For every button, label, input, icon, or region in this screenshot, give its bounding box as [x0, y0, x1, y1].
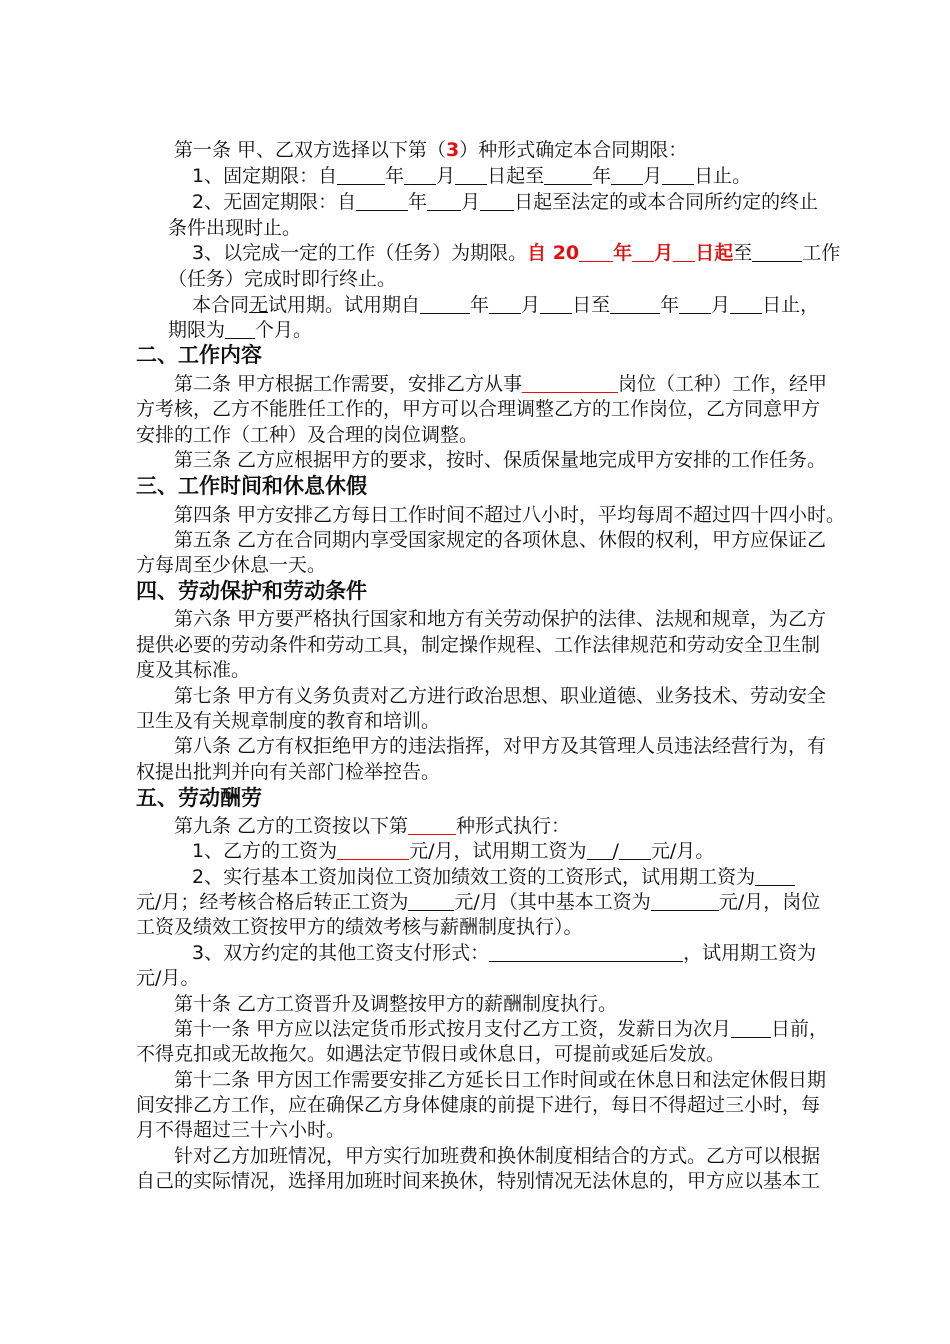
probation-value: 无: [249, 294, 269, 316]
paragraph-line: 针对乙方加班情况，甲方实行加班费和换休制度相结合的方式。乙方可以根据: [174, 1145, 821, 1167]
wage-option-3-line: [192, 941, 950, 965]
paragraph-line: 第三条 乙方应根据甲方的要求，按时、保质保量地完成甲方安排的工作任务。: [174, 449, 827, 471]
text: 期限为: [168, 319, 226, 341]
highlight-text: 日起: [695, 242, 734, 264]
blank-field: [651, 891, 719, 911]
article-11-line: [174, 1017, 950, 1041]
paragraph-line: 卫生及有关规章制度的教育和培训。: [136, 710, 441, 732]
text: 月: [711, 294, 731, 316]
blank-field: [610, 294, 660, 314]
blank-field: [619, 840, 651, 860]
blank-field: [489, 942, 683, 962]
probation-line: [192, 293, 950, 317]
text: 年: [408, 191, 428, 213]
text: 日起至: [487, 165, 545, 187]
text: ）种形式确定本合同期限：: [459, 139, 688, 161]
text: 第九条 乙方的工资按以下第: [174, 815, 409, 837]
text: 日止。: [694, 165, 752, 187]
paragraph-line: 度及其标准。: [136, 659, 251, 681]
text: 至: [733, 242, 753, 264]
paragraph-line: （任务）完成时即行终止。: [168, 268, 397, 290]
blank-field: [337, 165, 385, 185]
selected-option: 3: [446, 139, 460, 161]
section-heading: 四、劳动保护和劳动条件: [136, 579, 367, 603]
text: /: [612, 840, 619, 862]
probation-length-line: [168, 318, 950, 342]
blank-field: [420, 294, 470, 314]
text: ，试用期工资为: [683, 942, 817, 964]
paragraph-line: 第十二条 甲方因工作需要安排乙方延长日工作时间或在休息日和法定休假日期: [174, 1069, 827, 1091]
paragraph-line: 方每周至少休息一天。: [136, 554, 327, 576]
text: 日至: [572, 294, 611, 316]
highlight-text: 自 20: [527, 242, 580, 264]
blank-field: [752, 242, 802, 262]
text: 年: [470, 294, 490, 316]
paragraph-line: 提供必要的劳动条件和劳动工具，制定操作规程、工作法律规范和劳动安全卫生制: [136, 634, 821, 656]
blank-field: [408, 891, 454, 911]
text: 第二条 甲方根据工作需要，安排乙方从事: [174, 373, 523, 395]
section-heading: 二、工作内容: [136, 343, 262, 367]
paragraph-line: 第十条 乙方工资晋升及调整按甲方的薪酬制度执行。: [174, 993, 618, 1015]
blank-field: [480, 191, 514, 211]
paragraph-line: 安排的工作（工种）及合理的岗位调整。: [136, 424, 479, 446]
text: 1、乙方的工资为: [192, 840, 338, 862]
blank-field: [679, 294, 711, 314]
highlight-text: 年: [613, 242, 633, 264]
section-heading: 五、劳动酬劳: [136, 786, 262, 810]
paragraph-line: 自己的实际情况，选择用加班时间来换休，特别情况无法休息的，甲方应以基本工: [136, 1170, 821, 1192]
wage-option-2-cont-line: [136, 890, 950, 914]
paragraph-line: 月不得超过三十六小时。: [136, 1119, 346, 1141]
wage-option-2-line: [192, 865, 950, 889]
text: 第十一条 甲方应以法定货币形式按月支付乙方工资，发薪日为次月: [174, 1018, 732, 1040]
fixed-term-line: [192, 164, 950, 188]
text: 种形式执行：: [456, 815, 571, 837]
text: 元/月（其中基本工资为: [454, 891, 651, 913]
section-heading: 三、工作时间和休息休假: [136, 474, 367, 498]
paragraph-line: 第七条 甲方有义务负责对乙方进行政治思想、职业道德、业务技术、劳动安全: [174, 685, 827, 707]
text: 月: [521, 294, 541, 316]
blank-field: [587, 840, 613, 860]
article-9-line: [174, 814, 950, 838]
blank-field: [611, 165, 643, 185]
blank-field: [673, 242, 695, 262]
text: 试用期。试用期自: [268, 294, 421, 316]
text: 年: [592, 165, 612, 187]
text: 1、固定期限：自: [192, 165, 338, 187]
text: 元/月；经考核合格后转正工资为: [136, 891, 409, 913]
article-1-line: [174, 138, 950, 162]
text: 年: [660, 294, 680, 316]
text: 月: [436, 165, 456, 187]
blank-field: [632, 242, 654, 262]
text: 本合同: [192, 294, 250, 316]
blank-field: [579, 242, 613, 262]
blank-field: [489, 294, 521, 314]
paragraph-line: 间安排乙方工作，应在确保乙方身体健康的前提下进行，每日不得超过三小时，每: [136, 1094, 821, 1116]
blank-field: [404, 165, 436, 185]
paragraph-line: 不得克扣或无故拖欠。如遇法定节假日或休息日，可提前或延后发放。: [136, 1043, 726, 1065]
blank-field: [522, 373, 618, 393]
text: 月: [643, 165, 663, 187]
blank-field: [730, 294, 762, 314]
text: 2、实行基本工资加岗位工资加绩效工资的工资形式，试用期工资为: [192, 866, 756, 888]
paragraph-line: 第六条 甲方要严格执行国家和地方有关劳动保护的法律、法规和规章，为乙方: [174, 608, 827, 630]
blank-field: [544, 165, 592, 185]
task-term-line: [192, 241, 950, 265]
blank-field: [662, 165, 694, 185]
text: 元/月。: [650, 840, 715, 862]
paragraph-line: 方考核，乙方不能胜任工作的，甲方可以合理调整乙方的工作岗位，乙方同意甲方: [136, 398, 821, 420]
paragraph-line: 工资及绩效工资按甲方的绩效考核与薪酬制度执行）。: [136, 916, 583, 938]
paragraph-line: 第四条 甲方安排乙方每日工作时间不超过八小时，平均每周不超过四十四小时。: [174, 504, 846, 526]
wage-option-1-line: [192, 839, 950, 863]
blank-field: [540, 294, 572, 314]
paragraph-line: 条件出现时止。: [168, 217, 302, 239]
text: 2、无固定期限：自: [192, 191, 357, 213]
paragraph-line: 第五条 乙方在合同期内享受国家规定的各项休息、休假的权利，甲方应保证乙: [174, 529, 827, 551]
blank-field: [337, 840, 409, 860]
blank-field: [731, 1018, 771, 1038]
text: 日止，: [762, 294, 820, 316]
blank-field: [225, 319, 255, 339]
highlight-text: 月: [654, 242, 674, 264]
text: 岗位（工种）工作，经甲: [618, 373, 828, 395]
paragraph-line: 权提出批判并向有关部门检举控告。: [136, 761, 441, 783]
text: 日起至法定的或本合同所约定的终止: [514, 191, 819, 213]
text: 元/月，岗位: [718, 891, 821, 913]
blank-field: [755, 866, 795, 886]
text: 日前，: [771, 1018, 829, 1040]
paragraph-line: 第八条 乙方有权拒绝甲方的违法指挥，对甲方及其管理人员违法经营行为，有: [174, 735, 827, 757]
blank-field: [408, 815, 456, 835]
text: 年: [385, 165, 405, 187]
blank-field: [427, 191, 461, 211]
text: 月: [461, 191, 481, 213]
text: 第一条 甲、乙双方选择以下第（: [174, 139, 447, 161]
blank-field: [455, 165, 487, 185]
text: 元/月，试用期工资为: [409, 840, 587, 862]
blank-field: [356, 191, 408, 211]
text: 工作: [802, 242, 841, 264]
article-2-line: [174, 372, 950, 396]
text: 3、双方约定的其他工资支付形式：: [192, 942, 490, 964]
paragraph-line: 元/月。: [136, 967, 200, 989]
text: 个月。: [255, 319, 313, 341]
text: 3、以完成一定的工作（任务）为期限。: [192, 242, 528, 264]
open-term-line: [192, 190, 950, 214]
